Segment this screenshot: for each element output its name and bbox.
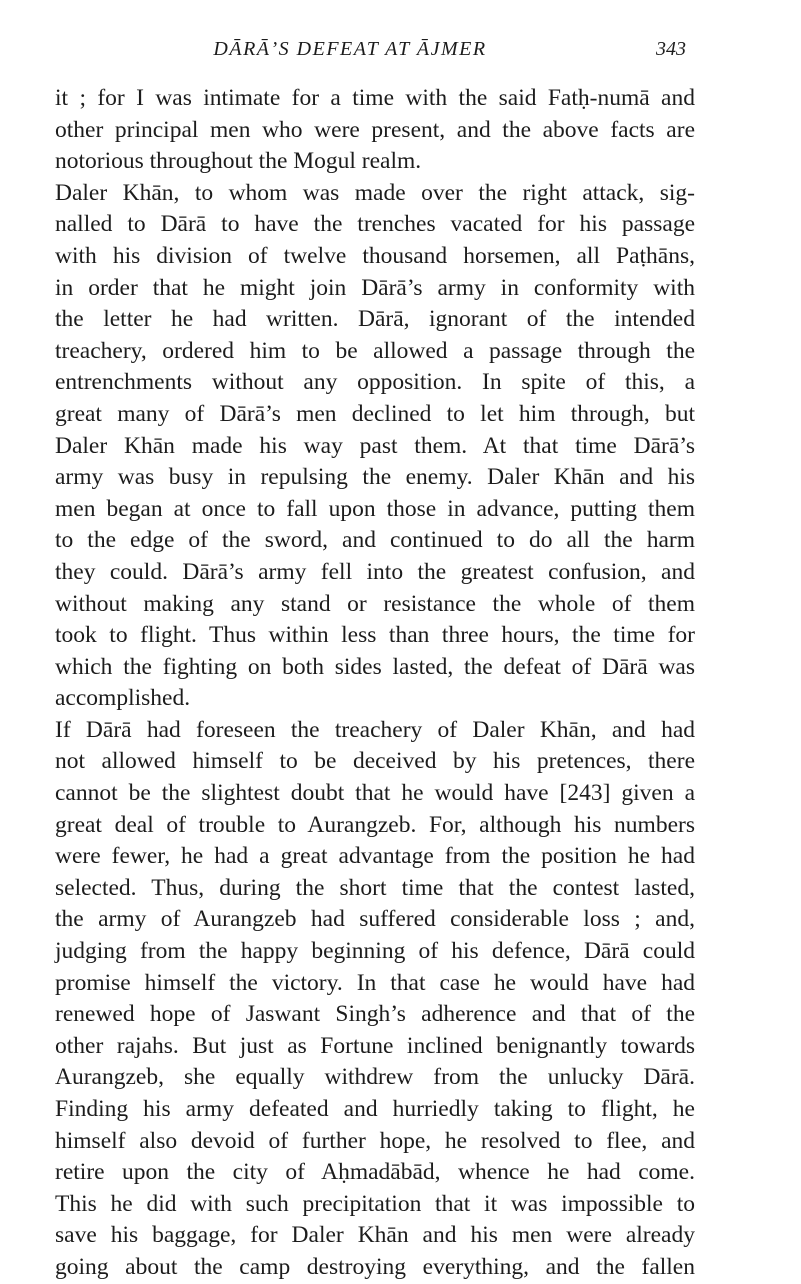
- text-line: retire upon the city of Aḥmadābād, whence he had come.: [55, 1159, 695, 1186]
- text-line: they could. Dārā’s army fell into the greatest confusion, and: [55, 558, 695, 585]
- text-line: notorious throughout the Mogul realm.: [55, 148, 422, 175]
- text-line: without making any stand or resistance the whole of them: [55, 590, 695, 617]
- text-line: promise himself the victory. In that case he would have had: [55, 969, 695, 996]
- text-line: judging from the happy beginning of his defence, Dārā could: [55, 938, 695, 965]
- text-line: army was busy in repulsing the enemy. Daler Khān and his: [55, 464, 695, 491]
- text-line: not allowed himself to be deceived by his pretences, there: [55, 748, 695, 775]
- running-head-title: DĀRĀ’S DEFEAT AT ĀJMER: [213, 38, 487, 60]
- text-line: entrenchments without any opposition. In spite of this, a: [55, 369, 695, 396]
- text-line: with his division of twelve thousand horsemen, all Paṭhāns,: [55, 242, 695, 269]
- text-line: to the edge of the sword, and continued to do all the harm: [55, 527, 695, 554]
- text-line: Daler Khān made his way past them. At that time Dārā’s: [55, 432, 695, 459]
- text-line: took to flight. Thus within less than three hours, the time for: [55, 622, 695, 649]
- text-line: cannot be the slightest doubt that he would have [243] given a: [55, 780, 695, 807]
- text-line: renewed hope of Jaswant Singh’s adherence and that of the: [55, 1001, 695, 1028]
- text-line: great deal of trouble to Aurangzeb. For, although his numbers: [55, 811, 695, 838]
- text-line: nalled to Dārā to have the trenches vacated for his passage: [55, 211, 695, 238]
- text-line: selected. Thus, during the short time that the contest lasted,: [55, 874, 695, 901]
- text-line: were fewer, he had a great advantage from the position he had: [55, 843, 695, 870]
- text-line: himself also devoid of further hope, he resolved to flee, and: [55, 1127, 695, 1154]
- text-line: accomplished.: [55, 685, 191, 712]
- text-line: save his baggage, for Daler Khān and his men were already: [55, 1222, 695, 1249]
- text-line: treachery, ordered him to be allowed a passage through the: [55, 337, 695, 364]
- text-line: in order that he might join Dārā’s army in conformity with: [55, 274, 695, 301]
- text-line: going about the camp destroying everything, and the fallen: [55, 1253, 695, 1280]
- text-line: it ; for I was intimate for a time with the said Fatḥ-numā and: [55, 85, 695, 111]
- text-line: which the fighting on both sides lasted, the defeat of Dārā was: [55, 653, 695, 680]
- text-line: Daler Khān, to whom was made over the right attack, sig-: [55, 179, 695, 206]
- text-line: Finding his army defeated and hurriedly taking to flight, he: [55, 1096, 695, 1122]
- page-number: 343: [656, 38, 686, 60]
- body-text: [55, 83, 695, 1284]
- text-line: This he did with such precipitation that it was impossible to: [55, 1190, 695, 1217]
- text-line: the letter he had written. Dārā, ignorant of the intended: [55, 306, 695, 333]
- text-line: great many of Dārā’s men declined to let him through, but: [55, 400, 695, 427]
- text-line: other principal men who were present, and the above facts are: [55, 116, 695, 143]
- text-line: men began at once to fall upon those in advance, putting them: [55, 495, 695, 522]
- text-line: Aurangzeb, she equally withdrew from the unlucky Dārā.: [55, 1064, 695, 1091]
- text-line: other rajahs. But just as Fortune inclined benignantly towards: [55, 1032, 695, 1059]
- text-line: the army of Aurangzeb had suffered considerable loss ; and,: [55, 906, 695, 933]
- text-line: If Dārā had foreseen the treachery of Daler Khān, and had: [55, 716, 695, 743]
